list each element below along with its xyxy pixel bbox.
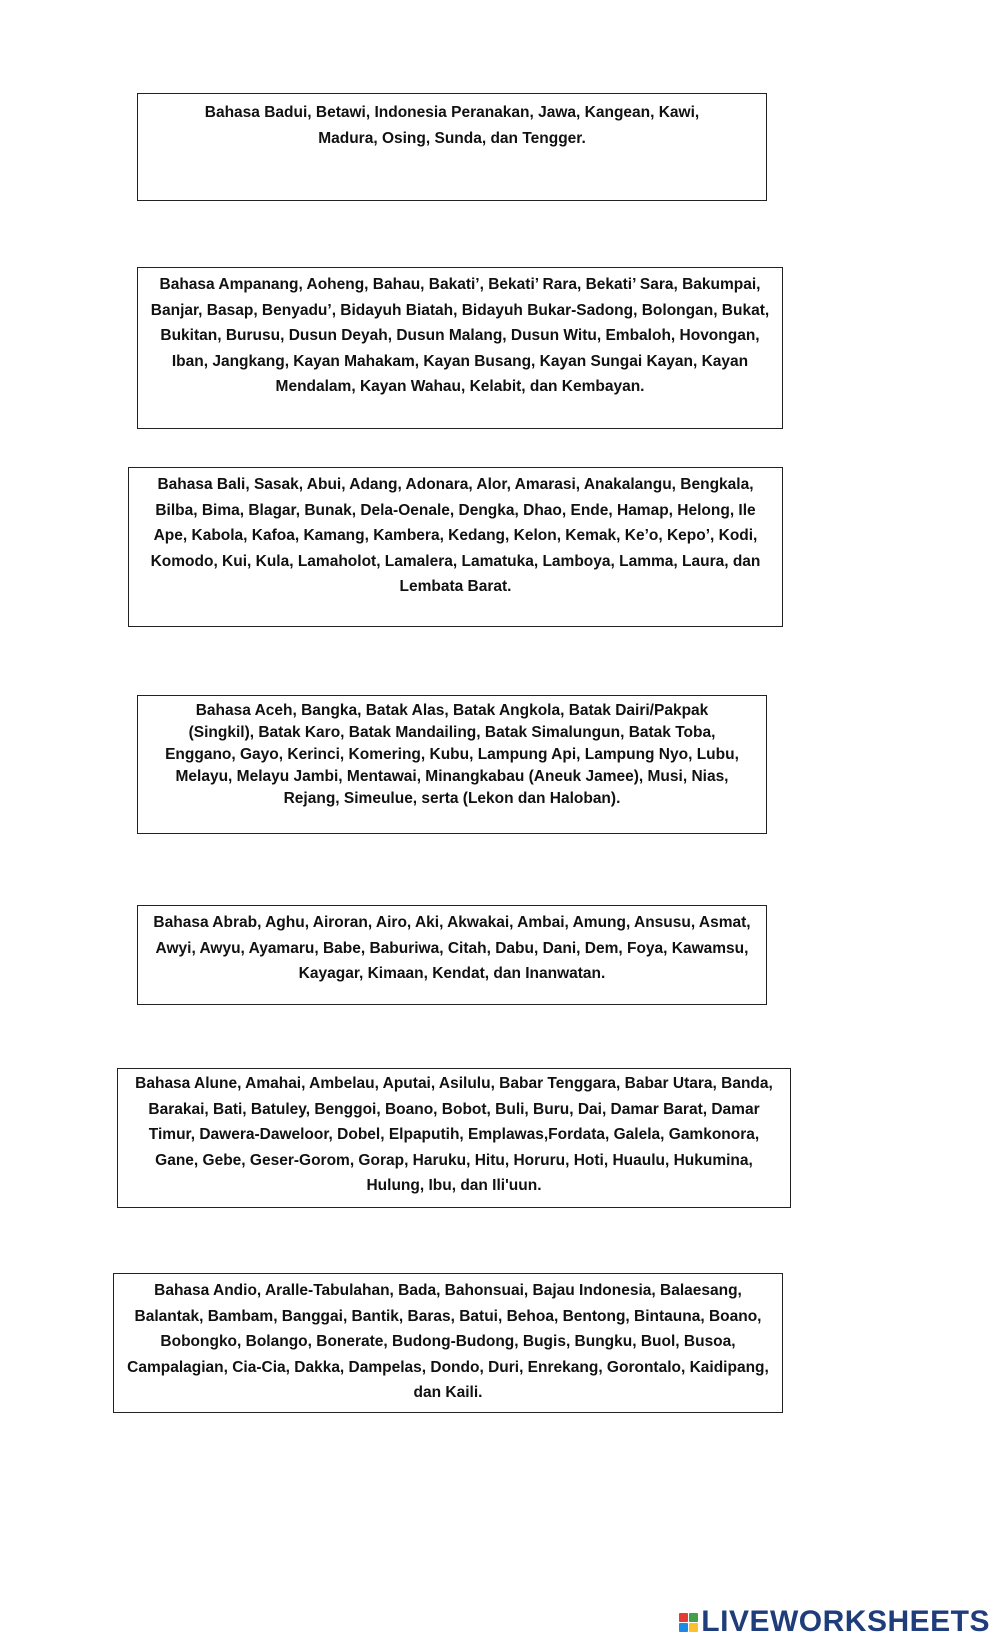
- language-list-text: Bahasa Andio, Aralle-Tabulahan, Bada, Bahonsuai, Bajau Indonesia, Balaesang, Balantak, Bambam, Banggai, Bantik, Baras, Batui, Behoa, Bentong, Bintauna, Boano, Bobongko, Bolango, Bonerate, Budong-Budong, Bugis, Bungku, Buol, Busoa, Campalagian, Cia-Cia, Dakka, Dampelas, Dondo, Duri, Enrekang, Gorontalo, Kaidipang, dan Kaili.: [127, 1282, 769, 1401]
- language-box-sumatra[interactable]: [137, 695, 767, 834]
- language-list-text: Bahasa Alune, Amahai, Ambelau, Aputai, Asilulu, Babar Tenggara, Babar Utara, Banda, Barakai, Bati, Batuley, Benggoi, Boano, Bobot, Buli, Buru, Dai, Damar Barat, Damar Timur, Dawera-Daweloor, Dobel, Elpaputih, Emplawas,Fordata, Galela, Gamkonora, Gane, Gebe, Geser-Gorom, Gorap, Haruku, Hitu, Horuru, Hoti, Huaulu, Hukumina, Hulung, Ibu, dan Ili'uun.: [135, 1075, 773, 1194]
- language-list-text: Bahasa Badui, Betawi, Indonesia Peranakan, Jawa, Kangean, Kawi, Madura, Osing, Sunda, dan Tengger.: [204, 104, 700, 147]
- logo-blocks-icon: [679, 1613, 698, 1632]
- watermark-text: LIVEWORKSHEETS: [701, 1605, 990, 1638]
- liveworksheets-logo: [679, 1605, 990, 1639]
- language-list-text: Bahasa Bali, Sasak, Abui, Adang, Adonara, Alor, Amarasi, Anakalangu, Bengkala, Bilba, Bima, Blagar, Bunak, Dela-Oenale, Dengka, Dhao, Ende, Hamap, Helong, Ile Ape, Kabola, Kafoa, Kamang, Kambera, Kedang, Kelon, Kemak, Ke’o, Kepo’, Kodi, Komodo, Kui, Kula, Lamaholot, Lamalera, Lamatuka, Lamboya, Lamma, Laura, dan Lembata Barat.: [150, 476, 761, 595]
- language-box-java[interactable]: [137, 93, 767, 201]
- language-list-text: Bahasa Abrab, Aghu, Airoran, Airo, Aki, Akwakai, Ambai, Amung, Ansusu, Asmat, Awyi, Awyu, Ayamaru, Babe, Baburiwa, Citah, Dabu, Dani, Dem, Foya, Kawamsu, Kayagar, Kimaan, Kendat, dan Inanwatan.: [153, 914, 751, 982]
- language-box-papua[interactable]: [137, 905, 767, 1005]
- language-list-text: Bahasa Ampanang, Aoheng, Bahau, Bakati’, Bekati’ Rara, Bekati’ Sara, Bakumpai, Banjar, Basap, Benyadu’, Bidayuh Biatah, Bidayuh Bukar-Sadong, Bolongan, Bukat, Bukitan, Burusu, Dusun Deyah, Dusun Malang, Dusun Witu, Embaloh, Hovongan, Iban, Jangkang, Kayan Mahakam, Kayan Busang, Kayan Sungai Kayan, Kayan Mendalam, Kayan Wahau, Kelabit, dan Kembayan.: [150, 276, 770, 395]
- language-box-sulawesi[interactable]: [113, 1273, 783, 1413]
- language-list-text: Bahasa Aceh, Bangka, Batak Alas, Batak Angkola, Batak Dairi/Pakpak (Singkil), Batak Karo, Batak Mandailing, Batak Simalungun, Batak Toba, Enggano, Gayo, Kerinci, Komering, Kubu, Lampung Api, Lampung Nyo, Lubu, Melayu, Melayu Jambi, Mentawai, Minangkabau (Aneuk Jamee), Musi, Nias, Rejang, Simeulue, serta (Lekon dan Haloban).: [165, 702, 739, 807]
- language-box-kalimantan[interactable]: [137, 267, 783, 429]
- language-box-maluku[interactable]: [117, 1068, 791, 1208]
- language-box-nusa-tenggara[interactable]: [128, 467, 783, 627]
